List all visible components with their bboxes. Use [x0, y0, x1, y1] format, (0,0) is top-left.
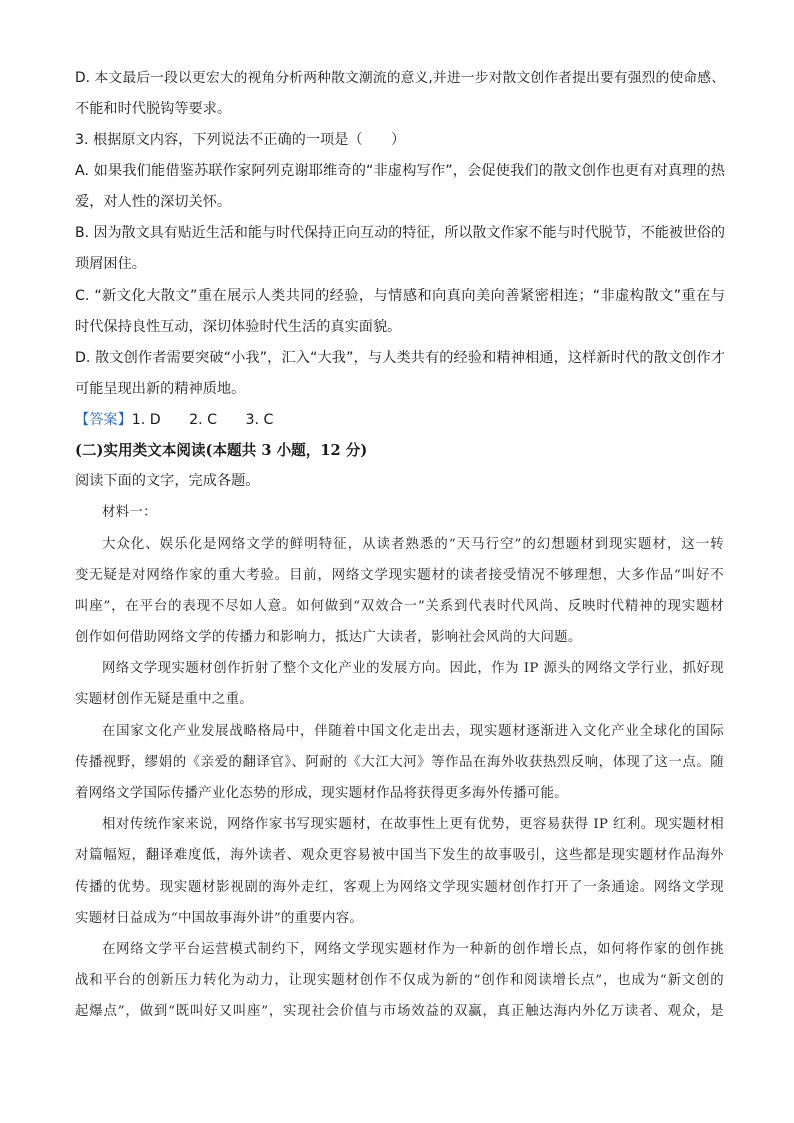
- material-p4-line4: 实题材日益成为“中国故事海外讲”的重要内容。: [75, 911, 364, 926]
- q2-option-d-line1: D. 本文最后一段以更宏大的视角分析两种散文潮流的意义,并进一步对散文创作者提出要有强烈的使命感、: [75, 70, 725, 86]
- q3-option-d-line1: D. 散文创作者需要突破“小我”，汇入“大我”，与人类共有的经验和精神相通，这样新时代的散文创作才: [75, 350, 725, 366]
- material-p3-line3: 着网络文学国际传播产业化态势的形成，现实题材作品将获得更多海外传播可能。: [75, 786, 568, 801]
- material-p3-line1: 在国家文化产业发展战略格局中，伴随着中国文化走出去，现实题材逐渐进入文化产业全球化的国际: [102, 724, 724, 739]
- material-p2-line1: 网络文学现实题材创作折射了整个文化产业的发展方向。因此，作为 IP 源头的网络文学行业，抓好现: [102, 661, 724, 676]
- answer-values: 1. D 2. C 3. C: [131, 412, 274, 428]
- material-p1-line2: 变无疑是对网络作家的重大考验。目前，网络文学现实题材的读者接受情况不够理想，大多作品“叫好不: [75, 568, 724, 583]
- q3-option-a-line1: A. 如果我们能借鉴苏联作家阿列克谢耶维奇的“非虚构写作”，会促使我们的散文创作也更有对真理的热: [75, 163, 725, 179]
- q3-option-b-line1: B. 因为散文具有贴近生活和能与时代保持正向互动的特征，所以散文作家不能与时代脱节，不能被世俗的: [75, 225, 725, 241]
- material-label: 材料一：: [102, 505, 157, 520]
- material-p4-line2: 对篇幅短，翻译难度低，海外读者、观众更容易被中国当下发生的故事吸引，这些都是现实题材作品海外: [75, 848, 724, 863]
- material-p5-line1: 在网络文学平台运营模式制约下，网络文学现实题材作为一种新的创作增长点，如何将作家的创作挑: [102, 942, 724, 957]
- material-p4-line3: 传播的优势。现实题材影视剧的海外走红，客观上为网络文学现实题材创作打开了一条通途。网络文学现: [75, 880, 724, 895]
- q3-option-c-line2: 时代保持良性互动，深切体验时代生活的真实面貌。: [75, 319, 402, 335]
- q2-option-d-line2: 不能和时代脱钩等要求。: [75, 101, 232, 117]
- material-p3-line2: 传播视野，缪娟的《亲爱的翻译官》、阿耐的《大江大河》等作品在海外收获热烈反响，体现了这一点。随: [75, 755, 724, 770]
- material-p5-line2: 战和平台的创新压力转化为动力，让现实题材创作不仅成为新的“创作和阅读增长点”，也成为“新文创的: [75, 973, 724, 988]
- material-p2-line2: 实题材创作无疑是重中之重。: [75, 692, 253, 707]
- material-p1-line4: 创作如何借助网络文学的传播力和影响力，抵达广大读者，影响社会风尚的大问题。: [75, 630, 582, 645]
- section-heading: (二)实用类文本阅读(本题共 3 小题，12 分): [75, 442, 368, 459]
- material-p1-line3: 叫座”，在平台的表现不尽如人意。如何做到“双效合一”关系到代表时代风尚、反映时代精神的现实题材: [75, 599, 724, 614]
- material-p5-line3: 起爆点”，做到“既叫好又叫座”，实现社会价值与市场效益的双赢，真正触达海内外亿万读者、观众，是: [75, 1004, 724, 1019]
- material-p1-line1: 大众化、娱乐化是网络文学的鲜明特征，从读者熟悉的“天马行空”的幻想题材到现实题材，这一转: [102, 537, 724, 552]
- section-instruction: 阅读下面的文字，完成各题。: [75, 473, 260, 489]
- q3-option-b-line2: 琐屑困住。: [75, 256, 146, 272]
- answer-tag: 【答案】: [75, 412, 132, 428]
- q3-option-d-line2: 可能呈现出新的精神质地。: [75, 381, 246, 397]
- q3-stem: 3. 根据原文内容，下列说法不正确的一项是（ ）: [75, 132, 406, 148]
- q3-option-a-line2: 爱，对人性的深切关怀。: [75, 194, 232, 210]
- answer-line: [75, 410, 273, 430]
- q3-option-c-line1: C. “新文化大散文”重在展示人类共同的经验，与情感和向真向美向善紧密相连；“非虚构散文”重在与: [75, 288, 725, 304]
- material-p4-line1: 相对传统作家来说，网络作家书写现实题材，在故事性上更有优势，更容易获得 IP 红利。现实题材相: [102, 817, 724, 832]
